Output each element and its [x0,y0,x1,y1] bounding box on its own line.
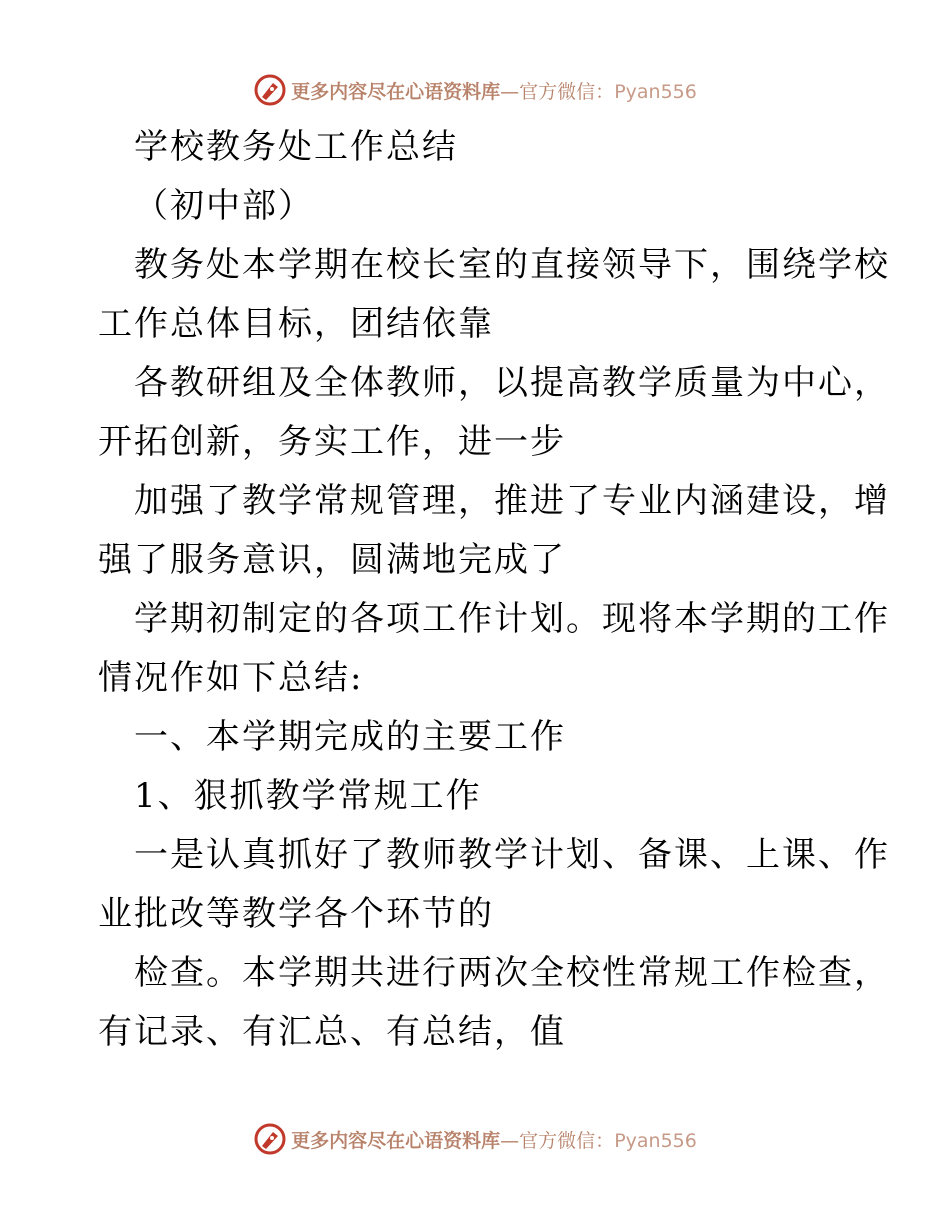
banner-wechat-label: 官方微信： [519,80,615,103]
section-heading: 一、本学期完成的主要工作 [134,717,566,757]
banner-slogan: 更多内容尽在心语资料库 [291,80,501,103]
paragraph-line: 一是认真抓好了教师教学计划、备课、上课、作 [134,835,890,875]
header-banner [0,72,950,108]
pen-nib-circle-logo [253,73,287,107]
pen-nib-circle-logo [253,1122,287,1156]
paragraph-line: 情况作如下总结: [98,658,364,698]
banner-wechat-label: 官方微信： [519,1129,615,1152]
document-subtitle: （初中部） [134,186,314,226]
paragraph-line: 强了服务意识，圆满地完成了 [98,540,566,580]
paragraph-line: 加强了教学常规管理，推进了专业内涵建设，增 [134,481,890,521]
paragraph-line: 各教研组及全体教师，以提高教学质量为中心， [134,363,890,403]
banner-slogan: 更多内容尽在心语资料库 [291,1129,501,1152]
banner-text [291,77,697,104]
paragraph-line: 学期初制定的各项工作计划。现将本学期的工作 [134,599,890,639]
paragraph-line: 开拓创新，务实工作，进一步 [98,422,566,462]
footer-banner [0,1121,950,1157]
paragraph-line: 教务处本学期在校长室的直接领导下，围绕学校 [134,245,890,285]
document-body [98,118,890,1062]
paragraph-line: 检查。本学期共进行两次全校性常规工作检查， [134,953,890,993]
subsection-heading: 1、狠抓教学常规工作 [134,776,482,816]
paragraph-line: 业批改等教学各个环节的 [98,894,494,934]
banner-wechat-handle: Pyan556 [614,1129,697,1152]
document-title: 学校教务处工作总结 [134,127,458,167]
paragraph-line: 工作总体目标，团结依靠 [98,304,494,344]
banner-text [291,1126,697,1153]
banner-dash: — [500,80,520,103]
paragraph-line: 有记录、有汇总、有总结，值 [98,1012,566,1052]
banner-wechat-handle: Pyan556 [614,80,697,103]
banner-dash: — [500,1129,520,1152]
